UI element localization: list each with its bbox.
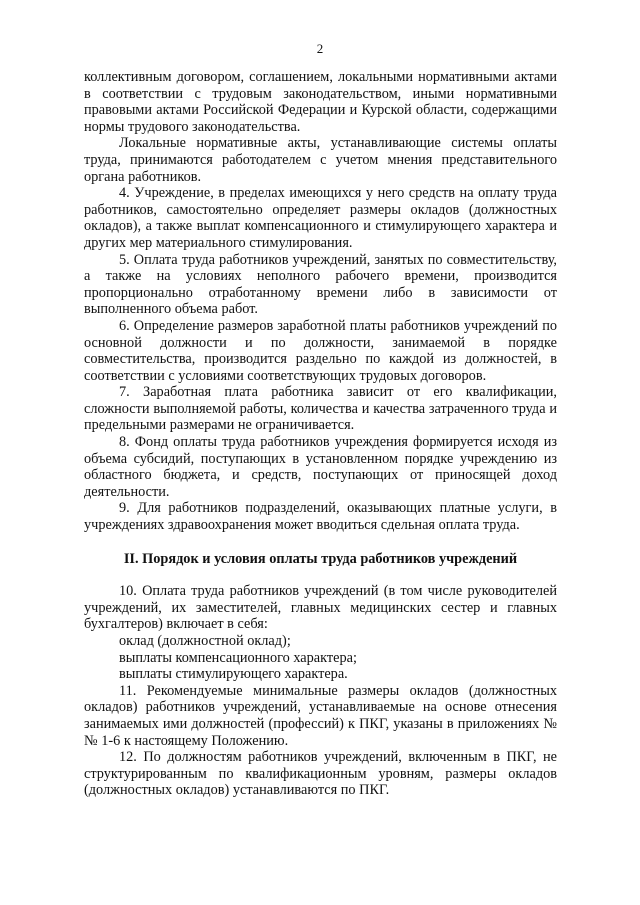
document-body <box>84 69 557 799</box>
section-heading: II. Порядок и условия оплаты труда работников учреждений <box>123 550 518 567</box>
list-item: оклад (должностной оклад); <box>119 633 291 649</box>
list-item: выплаты компенсационного характера; <box>119 649 357 666</box>
paragraph: 8. Фонд оплаты труда работников учреждения формируется исходя из объема субсидий, поступающих в установленном порядке учреждению из областного бюджета, и средств, поступающих от приносящей доход деятельности. <box>84 434 557 500</box>
page-number: 2 <box>316 41 324 56</box>
paragraph: 6. Определение размеров заработной платы работников учреждений по основной должности и по должности, занимаемой в порядке совместительства, производится раздельно по каждой из должностей, в соответствии с условиями соответствующих трудовых договоров. <box>84 317 557 384</box>
paragraph: 10. Оплата труда работников учреждений (в том числе руководителей учреждений, их заместителей, главных медицинских сестер и главных бухгалтеров) включает в себя: <box>84 583 557 633</box>
paragraph: 12. По должностям работников учреждений, включенным в ПКГ, не структурированным по квалификационным уровням, размеры окладов (должностных окладов) устанавливаются по ПКГ. <box>84 749 557 799</box>
paragraph: 9. Для работников подразделений, оказывающих платные услуги, в учреждениях здравоохранения может вводиться сдельная оплата труда. <box>84 500 557 534</box>
paragraph: 7. Заработная плата работника зависит от его квалификации, сложности выполняемой работы, количества и качества затраченного труда и предельными размерами не ограничивается. <box>84 384 557 434</box>
paragraph: 11. Рекомендуемые минимальные размеры окладов (должностных окладов) работников учреждений, устанавливаемые на основе отнесения занимаемых ими должностей (профессий) к ПКГ, указаны в приложениях №№ 1-6 к настоящему Положению. <box>84 682 557 749</box>
paragraph: коллективным договором, соглашением, локальными нормативными актами в соответствии с трудовым законодательством, иными нормативными правовыми актами Российской Федерации и Курской области, содержащими нормы трудового законодательства. <box>84 69 557 135</box>
paragraph: 5. Оплата труда работников учреждений, занятых по совместительству, а также на условиях неполного рабочего времени, производится пропорционально отработанному времени либо в зависимости от выполненного объема работ. <box>84 251 557 318</box>
list-item: выплаты стимулирующего характера. <box>119 666 348 683</box>
paragraph: Локальные нормативные акты, устанавливающие системы оплаты труда, принимаются работодателем с учетом мнения представительного органа работников. <box>84 135 557 185</box>
paragraph: 4. Учреждение, в пределах имеющихся у него средств на оплату труда работников, самостоятельно определяет размеры окладов (должностных окладов), а также выплат компенсационного и стимулирующего характера и других мер материального стимулирования. <box>84 185 557 251</box>
